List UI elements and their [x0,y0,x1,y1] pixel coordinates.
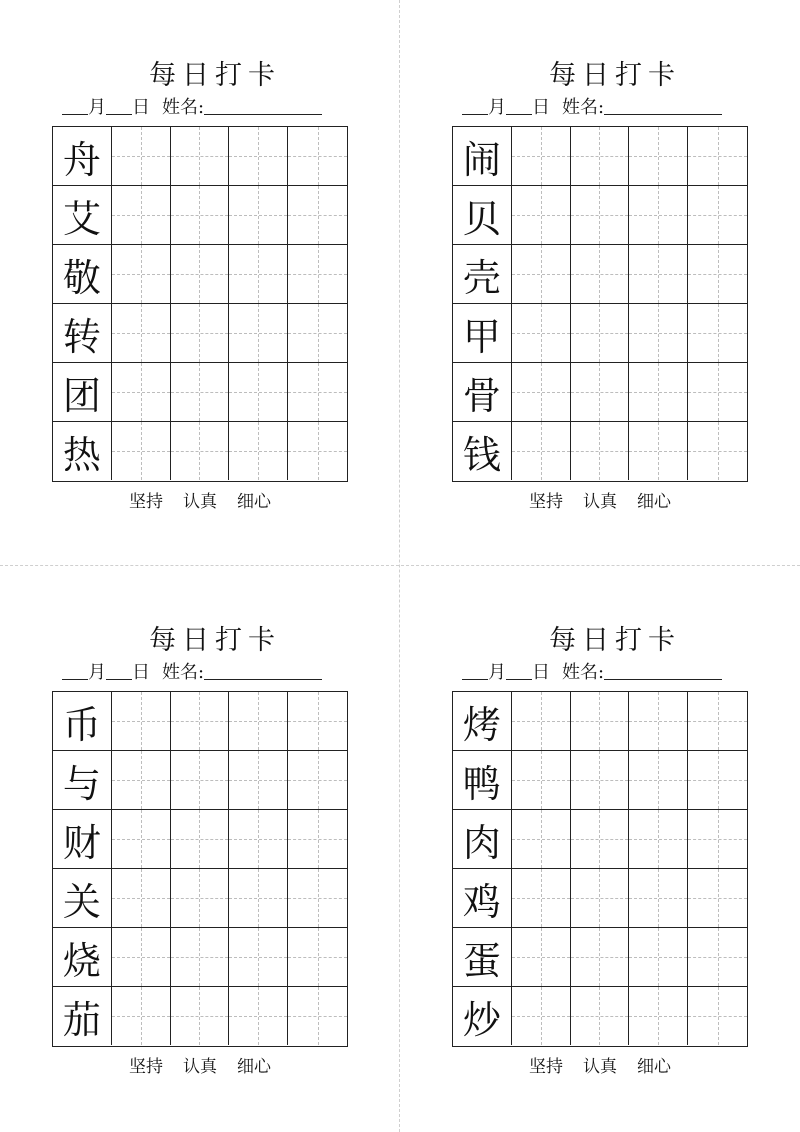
card-title: 每日打卡 [549,60,681,91]
day-blank[interactable] [506,94,532,115]
grid-row [53,987,347,1046]
practice-cell[interactable] [112,127,171,185]
month-label: 月 [88,662,106,683]
practice-cell[interactable] [571,304,630,362]
motto-word: 认真 [583,492,617,512]
practice-cell[interactable] [629,692,688,750]
date-name-line [52,659,348,691]
practice-cell[interactable] [229,363,288,421]
practice-cell[interactable] [288,692,347,750]
practice-cell[interactable] [112,692,171,750]
practice-cell[interactable] [512,304,571,362]
day-blank[interactable] [106,94,132,115]
practice-cell[interactable] [171,928,230,986]
date-name-line [52,94,348,126]
model-character: 烧 [53,928,112,986]
practice-cell[interactable] [629,186,688,244]
practice-cell[interactable] [288,751,347,809]
practice-cell[interactable] [112,363,171,421]
date-name-line [452,659,748,691]
practice-cell[interactable] [512,127,571,185]
practice-cell[interactable] [288,422,347,480]
practice-cell[interactable] [512,245,571,303]
model-character: 与 [53,751,112,809]
name-blank[interactable] [604,94,722,115]
practice-cell[interactable] [629,363,688,421]
practice-cell[interactable] [688,928,747,986]
motto-word: 认真 [583,1057,617,1077]
practice-cell[interactable] [229,304,288,362]
grid-row [53,422,347,481]
month-label: 月 [488,97,506,118]
practice-cell[interactable] [512,363,571,421]
practice-cell[interactable] [229,186,288,244]
motto-word: 认真 [183,492,217,512]
practice-cell[interactable] [629,245,688,303]
grid-row [53,245,347,304]
practice-cell[interactable] [288,987,347,1045]
grid-row [53,869,347,928]
practice-cell[interactable] [171,363,230,421]
motto-word: 坚持 [129,1057,163,1077]
practice-cell[interactable] [512,186,571,244]
practice-grid [52,126,348,482]
practice-cell[interactable] [288,928,347,986]
month-blank[interactable] [62,659,88,680]
motto-word: 认真 [183,1057,217,1077]
practice-cell[interactable] [571,987,630,1045]
model-character: 蛋 [453,928,512,986]
practice-cell[interactable] [571,245,630,303]
practice-cell[interactable] [171,127,230,185]
practice-cell[interactable] [688,127,747,185]
grid-row [453,186,747,245]
practice-cell[interactable] [629,810,688,868]
grid-row [53,928,347,987]
day-label: 日 [132,662,150,683]
motto-line [452,490,748,514]
grid-row [453,869,747,928]
practice-cell[interactable] [571,692,630,750]
month-label: 月 [488,662,506,683]
practice-cell[interactable] [171,751,230,809]
practice-cell[interactable] [171,987,230,1045]
name-label: 姓名: [562,662,605,683]
model-character: 转 [53,304,112,362]
practice-cell[interactable] [629,751,688,809]
practice-cell[interactable] [571,810,630,868]
grid-row [53,127,347,186]
practice-cell[interactable] [512,869,571,927]
grid-row [453,245,747,304]
day-label: 日 [132,97,150,118]
practice-cell[interactable] [688,987,747,1045]
name-label: 姓名: [162,662,205,683]
day-blank[interactable] [106,659,132,680]
practice-cell[interactable] [229,810,288,868]
practice-cell[interactable] [571,363,630,421]
practice-cell[interactable] [112,422,171,480]
practice-cell[interactable] [112,928,171,986]
practice-cell[interactable] [688,422,747,480]
practice-cell[interactable] [688,810,747,868]
practice-grid [52,691,348,1047]
day-blank[interactable] [506,659,532,680]
practice-cell[interactable] [571,422,630,480]
card-title: 每日打卡 [149,625,281,656]
practice-cell[interactable] [288,304,347,362]
practice-cell[interactable] [688,304,747,362]
practice-cell[interactable] [571,127,630,185]
practice-cell[interactable] [571,186,630,244]
practice-cell[interactable] [629,987,688,1045]
practice-cell[interactable] [112,304,171,362]
name-label: 姓名: [162,97,205,118]
practice-cell[interactable] [288,810,347,868]
grid-row [453,422,747,481]
model-character: 鸡 [453,869,512,927]
motto-line [452,1055,748,1079]
practice-cell[interactable] [571,928,630,986]
grid-row [53,751,347,810]
grid-row [453,304,747,363]
card-title: 每日打卡 [149,60,281,91]
practice-cell[interactable] [171,186,230,244]
practice-cell[interactable] [112,245,171,303]
motto-word: 细心 [237,492,271,512]
grid-row [53,692,347,751]
horizontal-cut-line [0,565,800,566]
name-label: 姓名: [562,97,605,118]
practice-cell[interactable] [229,422,288,480]
practice-cell[interactable] [688,869,747,927]
practice-cell[interactable] [171,422,230,480]
practice-cell[interactable] [512,928,571,986]
model-character: 烤 [453,692,512,750]
practice-cell[interactable] [512,422,571,480]
model-character: 币 [53,692,112,750]
practice-cell[interactable] [512,751,571,809]
checkin-card [452,623,748,1079]
grid-row [453,692,747,751]
grid-row [53,363,347,422]
model-character: 炒 [453,987,512,1045]
practice-cell[interactable] [112,186,171,244]
practice-cell[interactable] [571,869,630,927]
practice-cell[interactable] [571,751,630,809]
practice-cell[interactable] [229,751,288,809]
practice-cell[interactable] [629,869,688,927]
name-blank[interactable] [604,659,722,680]
model-character: 壳 [453,245,512,303]
practice-cell[interactable] [688,751,747,809]
model-character: 骨 [453,363,512,421]
date-name-line [452,94,748,126]
practice-cell[interactable] [229,928,288,986]
practice-cell[interactable] [288,127,347,185]
practice-cell[interactable] [288,186,347,244]
model-character: 财 [53,810,112,868]
grid-row [453,987,747,1046]
grid-row [53,186,347,245]
model-character: 茄 [53,987,112,1045]
practice-cell[interactable] [229,692,288,750]
practice-cell[interactable] [229,245,288,303]
practice-cell[interactable] [112,869,171,927]
model-character: 闹 [453,127,512,185]
grid-row [453,810,747,869]
practice-cell[interactable] [629,127,688,185]
day-label: 日 [532,97,550,118]
motto-word: 坚持 [129,492,163,512]
card-title: 每日打卡 [549,625,681,656]
model-character: 艾 [53,186,112,244]
checkin-card [452,58,748,514]
checkin-card [52,58,348,514]
day-label: 日 [532,662,550,683]
model-character: 钱 [453,422,512,480]
model-character: 贝 [453,186,512,244]
motto-word: 细心 [637,492,671,512]
practice-grid [452,691,748,1047]
grid-row [453,751,747,810]
practice-cell[interactable] [171,810,230,868]
practice-cell[interactable] [512,987,571,1045]
checkin-card [52,623,348,1079]
practice-cell[interactable] [171,245,230,303]
practice-cell[interactable] [688,363,747,421]
practice-cell[interactable] [512,692,571,750]
practice-cell[interactable] [688,245,747,303]
practice-cell[interactable] [688,692,747,750]
motto-word: 坚持 [529,1057,563,1077]
motto-word: 细心 [237,1057,271,1077]
practice-cell[interactable] [629,422,688,480]
grid-row [53,304,347,363]
practice-cell[interactable] [171,869,230,927]
model-character: 肉 [453,810,512,868]
motto-word: 细心 [637,1057,671,1077]
practice-cell[interactable] [229,869,288,927]
motto-line [52,1055,348,1079]
grid-row [453,127,747,186]
model-character: 甲 [453,304,512,362]
month-label: 月 [88,97,106,118]
name-blank[interactable] [204,94,322,115]
grid-row [453,928,747,987]
month-blank[interactable] [62,94,88,115]
month-blank[interactable] [462,659,488,680]
practice-cell[interactable] [171,304,230,362]
practice-cell[interactable] [629,928,688,986]
model-character: 鸭 [453,751,512,809]
practice-cell[interactable] [112,987,171,1045]
model-character: 关 [53,869,112,927]
practice-cell[interactable] [112,751,171,809]
practice-grid [452,126,748,482]
practice-cell[interactable] [229,987,288,1045]
practice-cell[interactable] [288,363,347,421]
grid-row [53,810,347,869]
model-character: 团 [53,363,112,421]
practice-cell[interactable] [688,186,747,244]
practice-cell[interactable] [112,810,171,868]
vertical-cut-line [399,0,400,1132]
motto-line [52,490,348,514]
grid-row [453,363,747,422]
practice-cell[interactable] [288,245,347,303]
month-blank[interactable] [462,94,488,115]
practice-cell[interactable] [512,810,571,868]
model-character: 热 [53,422,112,480]
practice-cell[interactable] [629,304,688,362]
model-character: 舟 [53,127,112,185]
practice-cell[interactable] [229,127,288,185]
practice-cell[interactable] [288,869,347,927]
motto-word: 坚持 [529,492,563,512]
name-blank[interactable] [204,659,322,680]
practice-cell[interactable] [171,692,230,750]
model-character: 敬 [53,245,112,303]
